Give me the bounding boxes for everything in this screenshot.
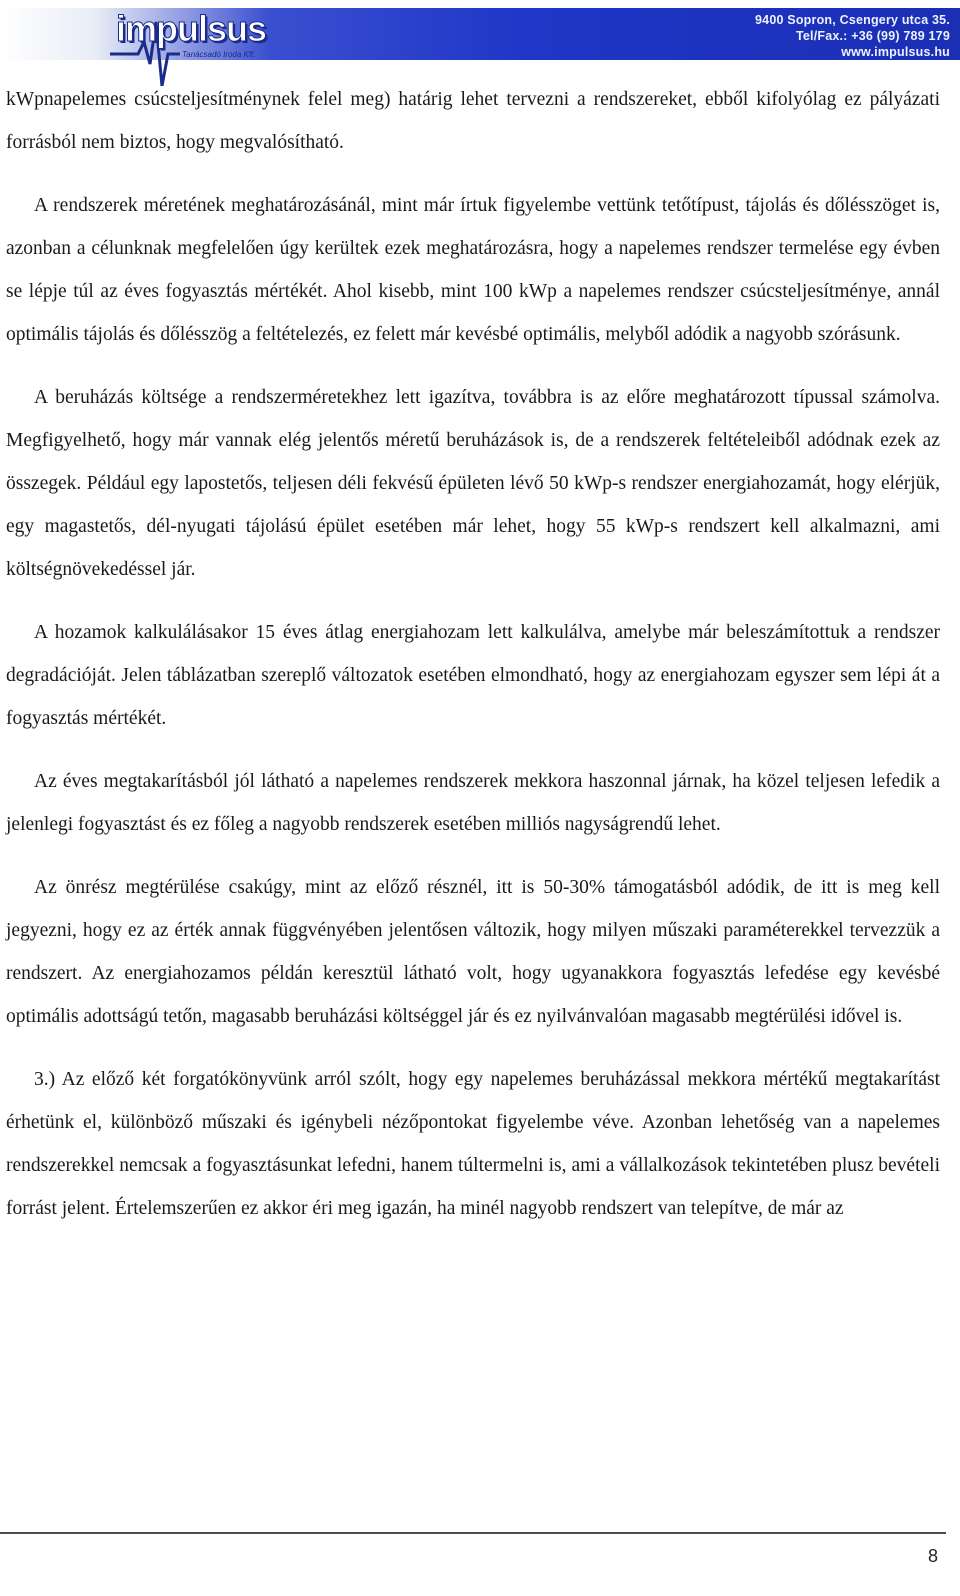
paragraph: Az önrész megtérülése csakúgy, mint az előző résznél, itt is 50-30% támogatásból adódik, de itt is meg kell jegyezni, hogy ez az érték annak függvényében jelentősen változik, hogy milyen műszaki paraméterekkel tervezzük a rendszert. Az energiahozamos példán keresztül látható volt, hogy ugyanakkora fogyasztás lefedése egy kevésbé optimális adottságú tetőn, magasabb beruházási költséggel jár és ez nyilvánvalóan magasabb megtérülési idővel is. (6, 877, 940, 1027)
phone-line: Tel/Fax.: +36 (99) 789 179 (795, 29, 950, 43)
document-body (6, 78, 940, 1250)
paragraph: 3.) Az előző két forgatókönyvünk arról szólt, hogy egy napelemes beruházással mekkora mértékű megtakarítást érhetünk el, különböző műszaki és igénybeli nézőpontokat figyelembe véve. Azonban lehetőség van a napelemes rendszerekkel nemcsak a fogyasztásunkat lefedni, hanem túltermelni is, ami a vállalkozások tekintetében plusz bevételi forrást jelent. Értelemszerűen ez akkor éri meg igazán, ha minél nagyobb rendszert van telepítve, de már az (6, 1069, 940, 1219)
website-line: www.impulsus.hu (841, 45, 950, 59)
logo-name: impulsus (116, 8, 267, 49)
paragraph: A beruházás költsége a rendszerméretekhez lett igazítva, továbbra is az előre meghatározott típussal számolva. Megfigyelhető, hogy már vannak elég jelentős méretű beruházások is, de a rendszerek feltételeiből adódnak ezek az összegek. Például egy lapostetős, teljesen déli fekvésű épületen lévő 50 kWp-s rendszer energiahozamát, hogy elérjük, egy magastetős, dél-nyugati tájolású épület esetében már lehet, hogy 55 kWp-s rendszert kell alkalmazni, ami költségnövekedéssel jár. (6, 387, 940, 580)
company-logo (108, 2, 268, 86)
paragraph: kWpnapelemes csúcsteljesítménynek felel meg) határig lehet tervezni a rendszereket, ebből kifolyólag ez pályázati forrásból nem biztos, hogy megvalósítható. (6, 89, 940, 153)
contact-info (755, 12, 950, 60)
page-number: 8 (927, 1546, 938, 1566)
paragraph: Az éves megtakarításból jól látható a napelemes rendszerek mekkora haszonnal járnak, ha közel teljesen lefedik a jelenlegi fogyasztást és ez főleg a nagyobb rendszerek esetében milliós nagyságrendű lehet. (6, 771, 940, 835)
footer-divider (0, 1532, 946, 1534)
paragraph: A rendszerek méretének meghatározásánál, mint már írtuk figyelembe vettünk tetőtípust, tájolás és dőlésszöget is, azonban a célunknak megfelelően úgy kerültek ezek meghatározásra, hogy a napelemes rendszer termelése egy évben se lépje túl az éves fogyasztás mértékét. Ahol kisebb, mint 100 kWp a napelemes rendszer csúcsteljesítménye, annál optimális tájolás és dőlésszög a feltételezés, ez felett már kevésbé optimális, melyből adódik a nagyobb szórásunk. (6, 195, 940, 345)
page-header (0, 0, 960, 86)
logo-subtitle: Tanácsadó Iroda Kft. (182, 50, 256, 59)
paragraph: A hozamok kalkulálásakor 15 éves átlag energiahozam lett kalkulálva, amelybe már beleszámítottuk a rendszer degradációját. Jelen táblázatban szereplő változatok esetében elmondható, hogy az energiahozam egyszer sem lépi át a fogyasztás mértékét. (6, 622, 940, 729)
address-line: 9400 Sopron, Csengery utca 35. (755, 13, 950, 27)
